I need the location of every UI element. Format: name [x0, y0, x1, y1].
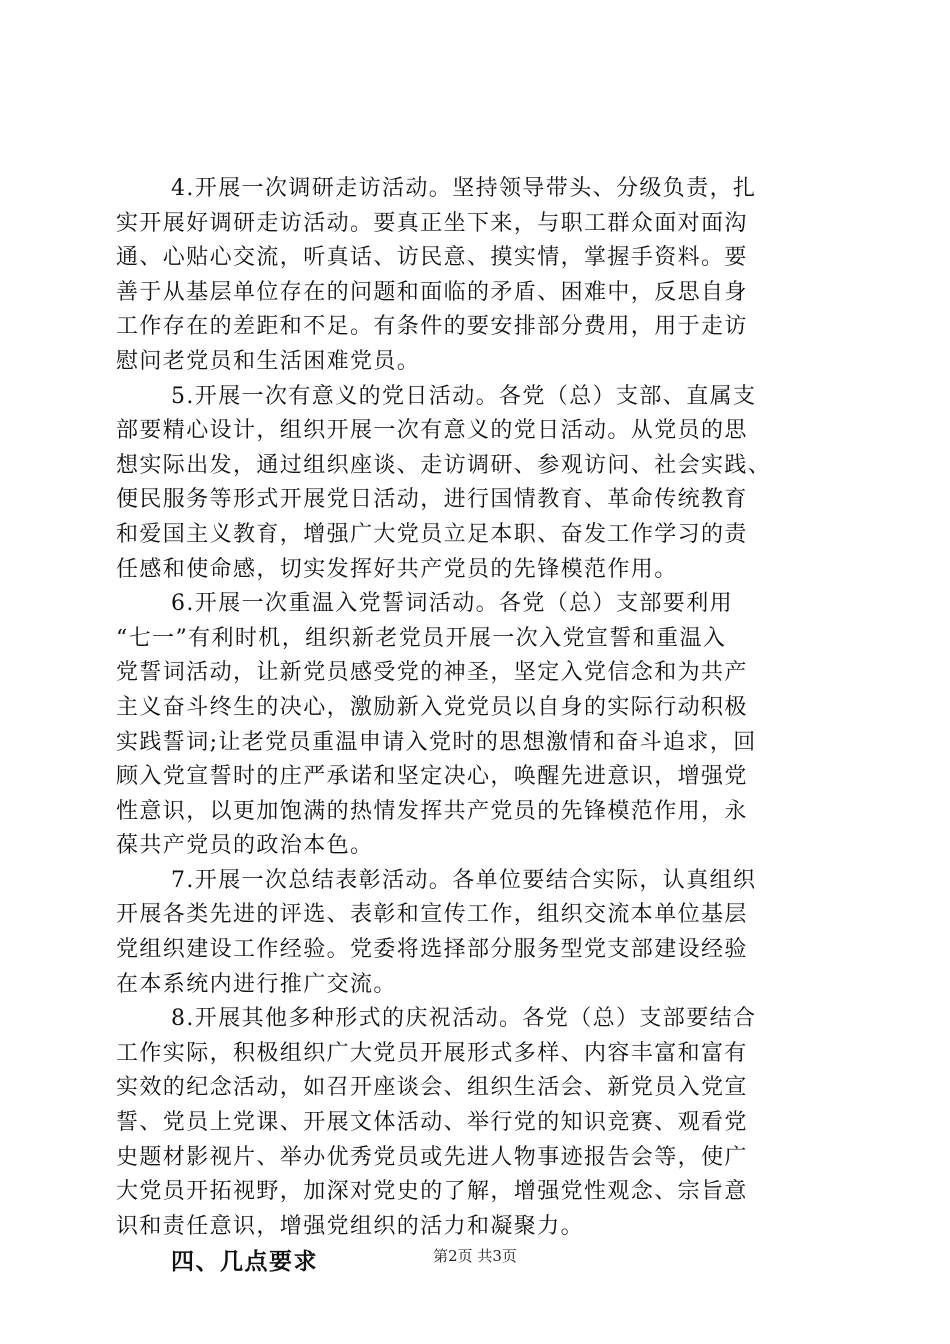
paragraph-line: 实践誓词;让老党员重温申请入党时的思想激情和奋斗追求，回 [116, 729, 757, 755]
paragraph-line: 工作存在的差距和不足。有条件的要安排部分费用，用于走访 [116, 314, 748, 340]
section-heading: 四、几点要求 [171, 1249, 318, 1276]
paragraph-first-line: 4.开展一次调研走访活动。坚持领导带头、分级负责，扎 [171, 176, 757, 201]
paragraph-line: 誓、党员上党课、开展文体活动、举行党的知识竞赛、观看党 [116, 1110, 748, 1136]
paragraph-line: 任感和使命感，切实发挥好共产党员的先锋模范作用。 [116, 556, 678, 582]
paragraph-line: 葆共产党员的政治本色。 [116, 833, 374, 859]
document-body [116, 172, 856, 1280]
paragraph-first-line: 8.开展其他多种形式的庆祝活动。各党（总）支部要结合 [171, 1006, 757, 1032]
paragraph-line: 工作实际，积极组织广大党员开展形式多样、内容丰富和富有 [116, 1040, 748, 1066]
paragraph-line: 性意识，以更加饱满的热情发挥共产党员的先锋模范作用，永 [116, 798, 748, 824]
paragraph-line: 主义奋斗终生的决心，激励新入党党员以自身的实际行动积极 [116, 694, 748, 720]
paragraph-line: 善于从基层单位存在的问题和面临的矛盾、困难中，反思自身 [116, 279, 748, 305]
paragraph-line: 想实际出发，通过组织座谈、走访调研、参观访问、社会实践、 [116, 452, 772, 478]
paragraph-line: 党组织建设工作经验。党委将选择部分服务型党支部建设经验 [116, 937, 748, 963]
paragraph-line: 大党员开拓视野，加深对党史的了解，增强党性观念、宗旨意 [116, 1179, 748, 1205]
paragraph-line: 通、心贴心交流，听真话、访民意、摸实情，掌握手资料。要 [116, 245, 748, 271]
paragraph-line: 部要精心设计，组织开展一次有意义的党日活动。从党员的思 [116, 418, 748, 444]
paragraph-line: 实效的纪念活动，如召开座谈会、组织生活会、新党员入党宣 [116, 1075, 748, 1101]
paragraph-first-line: 7.开展一次总结表彰活动。各单位要结合实际，认真组织 [171, 867, 757, 893]
paragraph-line: 在本系统内进行推广交流。 [116, 971, 397, 997]
paragraph-line: 便民服务等形式开展党日活动，进行国情教育、革命传统教育 [116, 487, 748, 513]
paragraph-line: “七一”有利时机，组织新老党员开展一次入党宣誓和重温入 [116, 625, 727, 651]
paragraph-line: 慰问老党员和生活困难党员。 [116, 348, 421, 374]
paragraph-line: 和爱国主义教育，增强广大党员立足本职、奋发工作学习的责 [116, 521, 748, 547]
paragraph-first-line: 6.开展一次重温入党誓词活动。各党（总）支部要利用 [171, 591, 733, 617]
paragraph-line: 党誓词活动，让新党员感受党的神圣，坚定入党信念和为共产 [116, 660, 748, 686]
paragraph-line: 识和责任意识，增强党组织的活力和凝聚力。 [116, 1213, 585, 1239]
paragraph-line: 开展各类先进的评选、表彰和宣传工作，组织交流本单位基层 [116, 902, 748, 928]
paragraph-line: 史题材影视片、举办优秀党员或先进人物事迹报告会等，使广 [116, 1144, 748, 1170]
paragraph-line: 顾入党宣誓时的庄严承诺和坚定决心，唤醒先进意识，增强党 [116, 764, 748, 790]
page-footer: 第2页 共3页 [433, 1247, 517, 1265]
paragraph-first-line: 5.开展一次有意义的党日活动。各党（总）支部、直属支 [171, 383, 757, 409]
paragraph-line: 实开展好调研走访活动。要真正坐下来，与职工群众面对面沟 [116, 210, 748, 236]
